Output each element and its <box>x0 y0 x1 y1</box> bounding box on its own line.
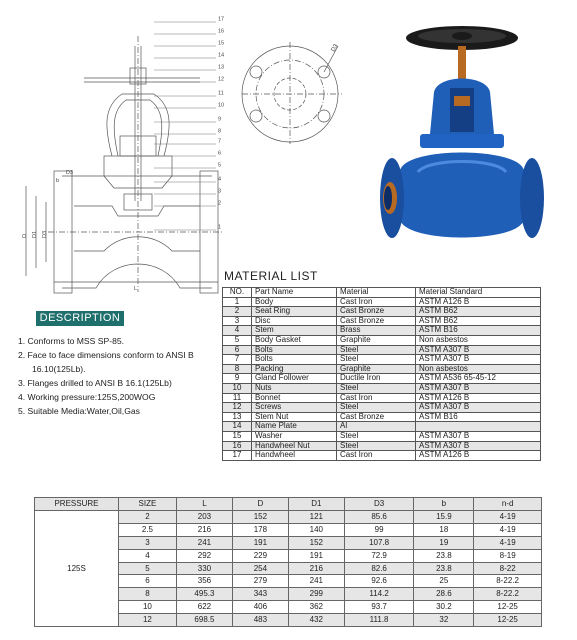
material-list-row <box>223 374 541 384</box>
material-part-name: Seat Ring <box>252 307 337 317</box>
drawing-callout-number: 2 <box>218 200 222 207</box>
drawing-callout-number: 15 <box>218 40 225 47</box>
material-list-header-standard: Material Standard <box>416 288 541 298</box>
material-material: Cast Bronze <box>337 412 416 422</box>
material-material: Graphite <box>337 364 416 374</box>
dimension-d3: 111.8 <box>344 614 414 627</box>
dimension-l: 241 <box>176 536 232 549</box>
material-material: Cast Iron <box>337 451 416 461</box>
dimension-header-d: D <box>232 498 288 511</box>
dimension-b: 32 <box>414 614 474 627</box>
drawing-callout-number: 7 <box>218 138 222 145</box>
drawing-callout-number: 3 <box>218 188 222 195</box>
material-part-name: Stem Nut <box>252 412 337 422</box>
description-item: 2. Face to face dimensions conform to ANSI B 16.10(125Lb). <box>18 350 194 374</box>
material-standard: Non asbestos <box>416 364 541 374</box>
dimension-size: 4 <box>118 549 176 562</box>
dimension-header-b: b <box>414 498 474 511</box>
flange-end-view <box>238 32 354 148</box>
dimension-d1: 241 <box>288 575 344 588</box>
dimension-d: 406 <box>232 601 288 614</box>
material-standard: ASTM A307 B <box>416 355 541 365</box>
material-material: Cast Bronze <box>337 307 416 317</box>
description-item: 3. Flanges drilled to ANSI B 16.1(125Lb) <box>18 378 172 388</box>
material-list-row <box>223 403 541 413</box>
drawing-callout-number: 4 <box>218 176 222 183</box>
dimension-d1: 362 <box>288 601 344 614</box>
drawing-dimension-label: D <box>22 234 28 238</box>
drawing-callout-number: 16 <box>218 28 225 35</box>
material-no: 15 <box>223 431 252 441</box>
description-label: DESCRIPTION <box>36 311 124 326</box>
material-material: Al <box>337 422 416 432</box>
dimension-d3: 82.6 <box>344 562 414 575</box>
dimension-b: 25 <box>414 575 474 588</box>
material-standard: ASTM B16 <box>416 412 541 422</box>
dimension-d: 152 <box>232 510 288 523</box>
valve-section-drawing <box>4 6 230 294</box>
material-list-row <box>223 355 541 365</box>
material-material: Ductile Iron <box>337 374 416 384</box>
material-no: 12 <box>223 403 252 413</box>
material-standard: ASTM A307 B <box>416 345 541 355</box>
material-standard: ASTM A126 B <box>416 393 541 403</box>
dimension-nd: 4-19 <box>474 523 542 536</box>
dimension-l: 216 <box>176 523 232 536</box>
material-part-name: Bolts <box>252 355 337 365</box>
material-list-table <box>222 287 541 461</box>
dimension-d: 178 <box>232 523 288 536</box>
dimension-size: 5 <box>118 562 176 575</box>
drawing-callout-number: 13 <box>218 64 225 71</box>
material-material: Cast Iron <box>337 297 416 307</box>
dimension-d: 191 <box>232 536 288 549</box>
dimension-l: 330 <box>176 562 232 575</box>
material-standard: ASTM A307 B <box>416 441 541 451</box>
dimension-header-l: L <box>176 498 232 511</box>
dimension-nd: 8-22.2 <box>474 575 542 588</box>
material-list-row <box>223 307 541 317</box>
dimension-d1: 121 <box>288 510 344 523</box>
dimension-d: 229 <box>232 549 288 562</box>
dimension-nd: 12-25 <box>474 614 542 627</box>
dimension-d: 254 <box>232 562 288 575</box>
material-no: 6 <box>223 345 252 355</box>
dimension-size: 6 <box>118 575 176 588</box>
material-no: 16 <box>223 441 252 451</box>
material-no: 5 <box>223 335 252 345</box>
material-list-header-row <box>223 288 541 298</box>
dimension-d3: 114.2 <box>344 588 414 601</box>
material-standard: ASTM A536 65-45-12 <box>416 374 541 384</box>
dimension-d3: 99 <box>344 523 414 536</box>
dimension-nd: 8-22 <box>474 562 542 575</box>
dimension-d: 343 <box>232 588 288 601</box>
drawing-callout-number: 11 <box>218 90 224 97</box>
material-list-row <box>223 383 541 393</box>
material-list-row <box>223 451 541 461</box>
dimension-size: 2.5 <box>118 523 176 536</box>
description-item: 4. Working pressure:125S,200WOG <box>18 392 156 402</box>
drawing-dimension-label: D1 <box>32 230 38 238</box>
dimension-pressure-value: 125S <box>35 510 119 626</box>
flange-dimension-label: D3 <box>330 43 340 53</box>
dimension-l: 495.3 <box>176 588 232 601</box>
drawing-dimension-label: b <box>56 178 60 184</box>
material-list-row <box>223 422 541 432</box>
dimension-d3: 92.6 <box>344 575 414 588</box>
dimension-d3: 72.9 <box>344 549 414 562</box>
material-list-header-no: NO. <box>223 288 252 298</box>
dimension-header-size: SIZE <box>118 498 176 511</box>
material-part-name: Body <box>252 297 337 307</box>
material-part-name: Disc <box>252 316 337 326</box>
drawing-callout-number: 5 <box>218 162 222 169</box>
dimension-l: 698.5 <box>176 614 232 627</box>
material-part-name: Handwheel <box>252 451 337 461</box>
material-no: 3 <box>223 316 252 326</box>
material-part-name: Body Gasket <box>252 335 337 345</box>
material-part-name: Handwheel Nut <box>252 441 337 451</box>
dimension-header-d3: D3 <box>344 498 414 511</box>
dimension-b: 18 <box>414 523 474 536</box>
dimension-nd: 4-19 <box>474 510 542 523</box>
drawing-callout-number: 12 <box>218 76 225 83</box>
material-part-name: Bonnet <box>252 393 337 403</box>
material-no: 8 <box>223 364 252 374</box>
material-part-name: Screws <box>252 403 337 413</box>
dimension-size: 3 <box>118 536 176 549</box>
drawing-callout-number: 10 <box>218 102 225 109</box>
dimension-b: 15.9 <box>414 510 474 523</box>
dimension-nd: 8-19 <box>474 549 542 562</box>
material-standard: ASTM A307 B <box>416 383 541 393</box>
dimension-nd: 12-25 <box>474 601 542 614</box>
material-standard: ASTM A126 B <box>416 451 541 461</box>
dimension-row <box>35 510 542 523</box>
material-no: 7 <box>223 355 252 365</box>
drawing-callout-number: 17 <box>218 16 225 23</box>
material-standard: Non asbestos <box>416 335 541 345</box>
dimension-l: 622 <box>176 601 232 614</box>
material-list-header-part: Part Name <box>252 288 337 298</box>
material-material: Steel <box>337 441 416 451</box>
dimension-d1: 191 <box>288 549 344 562</box>
drawing-callout-number: 1 <box>218 224 222 231</box>
material-no: 10 <box>223 383 252 393</box>
material-material: Steel <box>337 345 416 355</box>
dimension-l: 203 <box>176 510 232 523</box>
material-no: 11 <box>223 393 252 403</box>
dimension-b: 23.8 <box>414 549 474 562</box>
dimension-d3: 93.7 <box>344 601 414 614</box>
dimension-header-d1: D1 <box>288 498 344 511</box>
material-part-name: Washer <box>252 431 337 441</box>
dimension-d1: 152 <box>288 536 344 549</box>
material-standard: ASTM A126 B <box>416 297 541 307</box>
material-standard: ASTM A307 B <box>416 431 541 441</box>
material-material: Steel <box>337 431 416 441</box>
material-material: Graphite <box>337 335 416 345</box>
dimension-d3: 107.8 <box>344 536 414 549</box>
dimension-d3: 85.6 <box>344 510 414 523</box>
dimension-d1: 216 <box>288 562 344 575</box>
material-material: Cast Bronze <box>337 316 416 326</box>
material-no: 4 <box>223 326 252 336</box>
material-material: Steel <box>337 355 416 365</box>
dimension-size: 8 <box>118 588 176 601</box>
material-part-name: Bolts <box>252 345 337 355</box>
material-standard: ASTM B62 <box>416 316 541 326</box>
material-list-title: MATERIAL LIST <box>224 269 318 283</box>
material-standard: ASTM A307 B <box>416 403 541 413</box>
material-list-header-material: Material <box>337 288 416 298</box>
dimension-d1: 140 <box>288 523 344 536</box>
material-material: Cast Iron <box>337 393 416 403</box>
dimension-b: 30.2 <box>414 601 474 614</box>
drawing-dimension-label: L <box>134 286 138 292</box>
dimension-size: 12 <box>118 614 176 627</box>
description-item: 5. Suitable Media:Water,Oil,Gas <box>18 406 140 416</box>
dimension-d1: 432 <box>288 614 344 627</box>
dimension-size: 10 <box>118 601 176 614</box>
drawing-callout-number: 9 <box>218 116 222 123</box>
material-material: Steel <box>337 383 416 393</box>
description-list <box>18 334 218 418</box>
drawing-callout-number: 6 <box>218 150 222 157</box>
dimension-size: 2 <box>118 510 176 523</box>
material-material: Brass <box>337 326 416 336</box>
description-item: 1. Conforms to MSS SP-85. <box>18 336 125 346</box>
dimension-b: 19 <box>414 536 474 549</box>
material-no: 9 <box>223 374 252 384</box>
drawing-dimension-label: D3 <box>66 170 74 176</box>
dimension-l: 292 <box>176 549 232 562</box>
drawing-callout-number: 14 <box>218 52 225 59</box>
dimension-d: 483 <box>232 614 288 627</box>
drawing-dimension-label: D3 <box>42 230 48 238</box>
valve-product-photo <box>378 22 544 262</box>
dimension-header-nd: n-d <box>474 498 542 511</box>
dimension-b: 28.6 <box>414 588 474 601</box>
material-material: Steel <box>337 403 416 413</box>
material-no: 2 <box>223 307 252 317</box>
material-standard: ASTM B62 <box>416 307 541 317</box>
dimension-nd: 4-19 <box>474 536 542 549</box>
material-no: 13 <box>223 412 252 422</box>
material-part-name: Name Plate <box>252 422 337 432</box>
dimension-table-header-row <box>35 498 542 511</box>
material-standard: ASTM B16 <box>416 326 541 336</box>
material-part-name: Nuts <box>252 383 337 393</box>
material-list-row <box>223 335 541 345</box>
material-list-row <box>223 431 541 441</box>
drawing-callout-number: 8 <box>218 128 222 135</box>
dimension-header-pressure: PRESSURE <box>35 498 119 511</box>
material-standard <box>416 422 541 432</box>
dimension-d1: 299 <box>288 588 344 601</box>
dimension-d: 279 <box>232 575 288 588</box>
dimension-table <box>34 497 542 627</box>
material-no: 1 <box>223 297 252 307</box>
dimension-nd: 8-22.2 <box>474 588 542 601</box>
dimension-l: 356 <box>176 575 232 588</box>
material-no: 17 <box>223 451 252 461</box>
material-no: 14 <box>223 422 252 432</box>
material-part-name: Stem <box>252 326 337 336</box>
material-part-name: Packing <box>252 364 337 374</box>
dimension-b: 23.8 <box>414 562 474 575</box>
material-part-name: Gland Follower <box>252 374 337 384</box>
